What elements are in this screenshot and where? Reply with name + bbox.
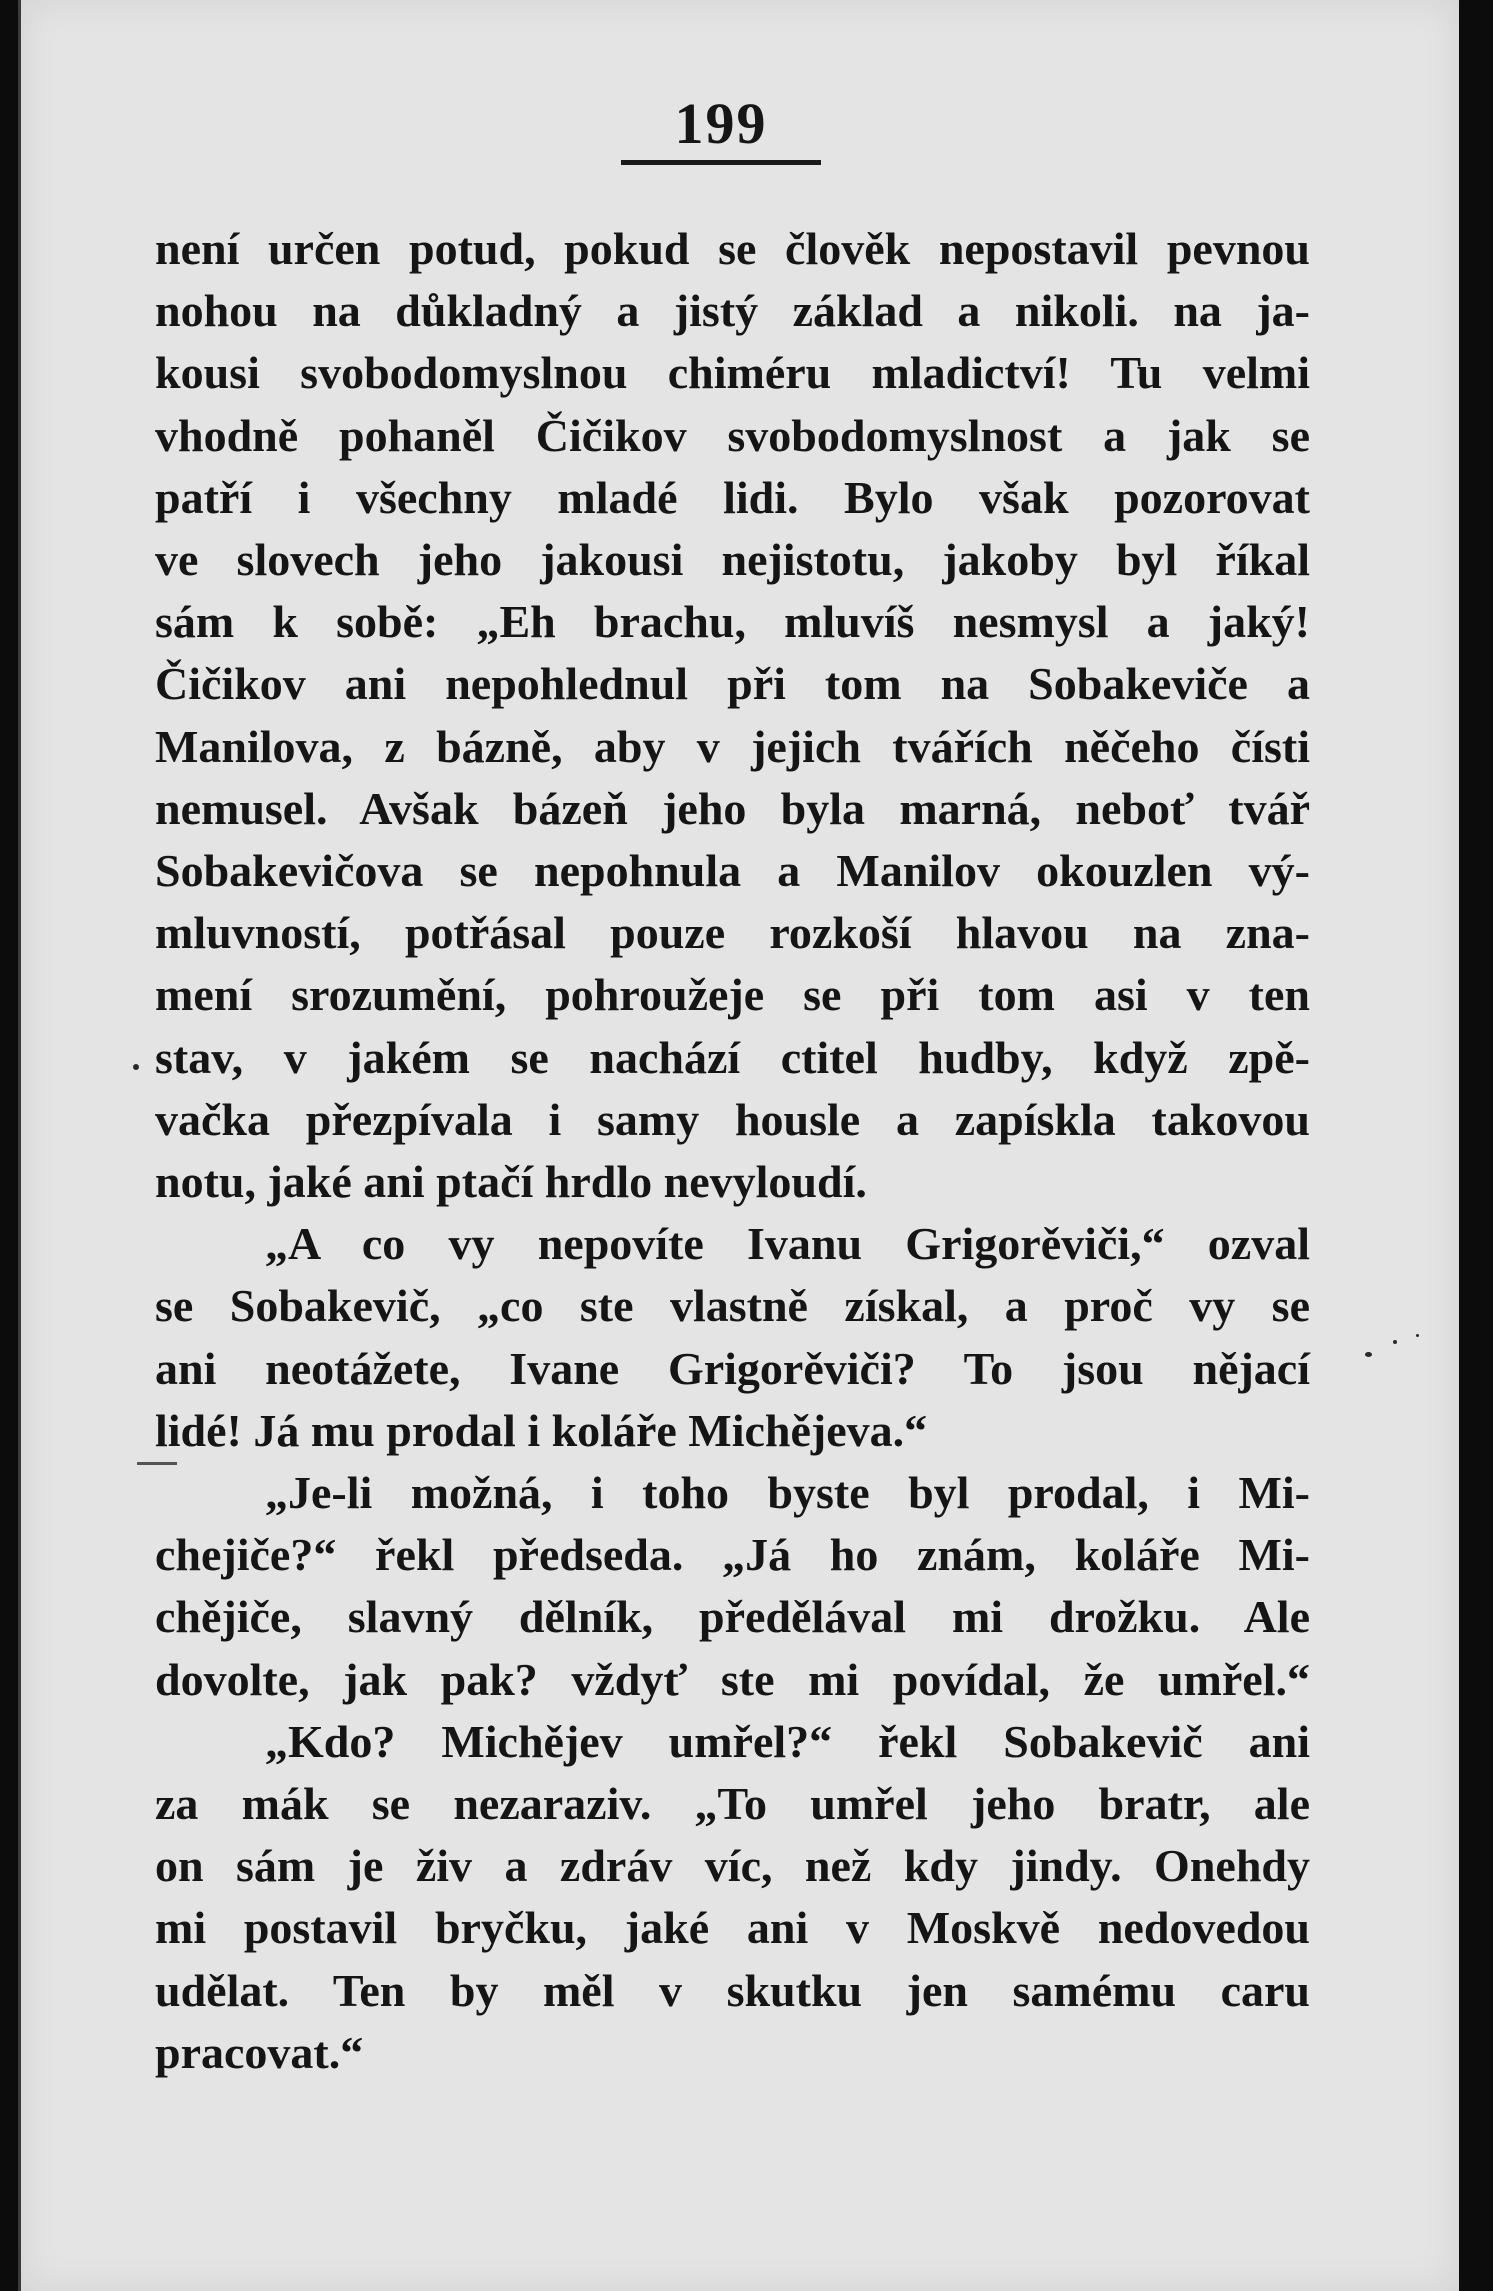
text-line: ani neotážete, Ivane Grigorěviči? To jsou nějací bbox=[155, 1342, 1310, 1394]
scan-speck bbox=[1416, 1334, 1419, 1337]
text-line: chějiče, slavný dělník, předělával mi drožku. Ale bbox=[155, 1591, 1310, 1643]
text-line: za mák se nezaraziv. „To umřel jeho bratr, ale bbox=[155, 1778, 1310, 1830]
text-line: „A co vy nepovíte Ivanu Grigorěviči,“ ozval bbox=[265, 1218, 1310, 1270]
scan-speck bbox=[1393, 1340, 1397, 1344]
page-header bbox=[621, 92, 821, 165]
text-line: Manilova, z bázně, aby v jejich tvářích něčeho čísti bbox=[155, 720, 1310, 772]
scan-speck bbox=[1365, 1352, 1372, 1357]
text-line: ve slovech jeho jakousi nejistotu, jakoby byl říkal bbox=[155, 534, 1310, 586]
text-line: „Je-li možná, i toho byste byl prodal, i Mi- bbox=[265, 1467, 1310, 1519]
text-line: nohou na důkladný a jistý základ a nikoli. na ja- bbox=[155, 285, 1310, 337]
scan-mark bbox=[137, 1462, 177, 1465]
page-number: 199 bbox=[674, 91, 768, 156]
text-line: vačka přezpívala i samy housle a zapískla takovou bbox=[155, 1093, 1310, 1145]
text-line: lidé! Já mu prodal i koláře Michějeva.“ bbox=[155, 1404, 928, 1456]
text-line: on sám je živ a zdráv víc, než kdy jindy. Onehdy bbox=[155, 1840, 1310, 1892]
header-rule bbox=[621, 160, 821, 165]
text-line: chejiče?“ řekl předseda. „Já ho znám, koláře Mi- bbox=[155, 1529, 1310, 1581]
text-line: mluvností, potřásal pouze rozkoší hlavou na zna- bbox=[155, 907, 1310, 959]
text-line: mi postavil bryčku, jaké ani v Moskvě nedovedou bbox=[155, 1902, 1310, 1954]
text-line: není určen potud, pokud se člověk nepostavil pevnou bbox=[155, 223, 1310, 274]
text-line: „Kdo? Michějev umřel?“ řekl Sobakevič ani bbox=[265, 1715, 1310, 1767]
text-line: mení srozumění, pohroužeje se při tom asi v ten bbox=[155, 969, 1310, 1021]
text-line: pracovat.“ bbox=[155, 2026, 364, 2078]
text-line: kousi svobodomyslnou chiméru mladictví! Tu velmi bbox=[155, 347, 1310, 399]
text-line: Čičikov ani nepohlednul při tom na Sobakeviče a bbox=[155, 658, 1310, 710]
body-text bbox=[155, 218, 1310, 2084]
text-line: dovolte, jak pak? vždyť ste mi povídal, že umřel.“ bbox=[155, 1653, 1310, 1705]
text-line: patří i všechny mladé lidi. Bylo však pozorovat bbox=[155, 471, 1310, 523]
text-line: Sobakevičova se nepohnula a Manilov okouzlen vý- bbox=[155, 845, 1310, 897]
scan-speck bbox=[133, 1064, 139, 1070]
text-line: vhodně pohaněl Čičikov svobodomyslnost a jak se bbox=[155, 409, 1310, 461]
text-line: notu, jaké ani ptačí hrdlo nevyloudí. bbox=[155, 1156, 867, 1208]
text-line: nemusel. Avšak bázeň jeho byla marná, neboť tvář bbox=[155, 782, 1310, 834]
text-line: se Sobakevič, „co ste vlastně získal, a proč vy se bbox=[155, 1280, 1310, 1332]
book-page bbox=[18, 0, 1459, 2291]
text-line: sám k sobě: „Eh brachu, mluvíš nesmysl a jaký! bbox=[155, 596, 1310, 648]
text-line: udělat. Ten by měl v skutku jen samému caru bbox=[155, 1964, 1310, 2016]
text-line: stav, v jakém se nachází ctitel hudby, když zpě- bbox=[155, 1031, 1310, 1083]
